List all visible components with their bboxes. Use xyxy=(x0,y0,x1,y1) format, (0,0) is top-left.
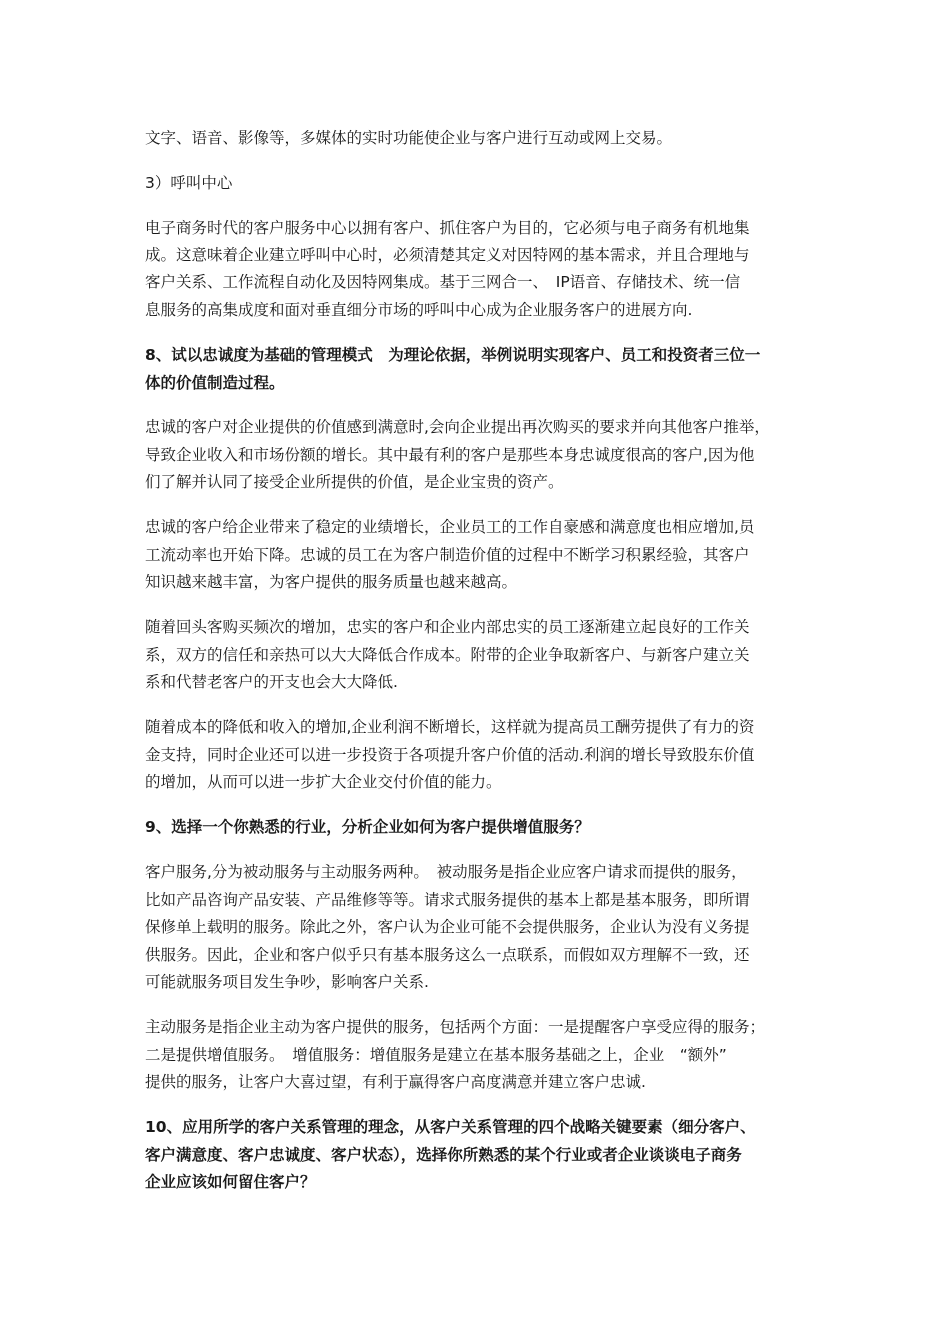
question-heading: 体的价值制造过程。 xyxy=(145,374,285,392)
paragraph-line: 系，双方的信任和亲热可以大大降低合作成本。附带的企业争取新客户、与新客户建立关 xyxy=(145,646,750,664)
paragraph-line: 息服务的高集成度和面对垂直细分市场的呼叫中心成为企业服务客户的进展方向. xyxy=(145,301,693,319)
paragraph-line: 忠诚的客户对企业提供的价值感到满意时,会向企业提出再次购买的要求并向其他客户推举， xyxy=(145,418,770,436)
paragraph-line: 保修单上载明的服务。除此之外，客户认为企业可能不会提供服务，企业认为没有义务提 xyxy=(145,918,750,936)
question-heading: 8、试以忠诚度为基础的管理模式 为理论依据，举例说明实现客户、员工和投资者三位一 xyxy=(145,346,761,364)
paragraph-line: 提供的服务，让客户大喜过望，有利于赢得客户高度满意并建立客户忠诚. xyxy=(145,1073,646,1091)
paragraph-line: 电子商务时代的客户服务中心以拥有客户、抓住客户为目的，它必须与电子商务有机地集 xyxy=(145,219,750,237)
question-heading: 9、选择一个你熟悉的行业，分析企业如何为客户提供增值服务？ xyxy=(145,818,590,836)
paragraph-line: 随着成本的降低和收入的增加,企业利润不断增长，这样就为提高员工酬劳提供了有力的资 xyxy=(145,718,755,736)
paragraph-line: 可能就服务项目发生争吵，影响客户关系. xyxy=(145,973,429,991)
paragraph-line: 文字、语音、影像等，多媒体的实时功能使企业与客户进行互动或网上交易。 xyxy=(145,129,673,147)
question-heading: 客户满意度、客户忠诚度、客户状态），选择你所熟悉的某个行业或者企业谈谈电子商务 xyxy=(145,1146,742,1164)
paragraph-line: 系和代替老客户的开支也会大大降低. xyxy=(145,673,398,691)
paragraph-line: 知识越来越丰富，为客户提供的服务质量也越来越高。 xyxy=(145,573,518,591)
paragraph-line: 金支持，同时企业还可以进一步投资于各项提升客户价值的活动.利润的增长导致股东价值 xyxy=(145,746,755,764)
paragraph-line: 二是提供增值服务。 增值服务：增值服务是建立在基本服务基础之上，企业 “额外” xyxy=(145,1046,727,1064)
paragraph-line: 客户服务,分为被动服务与主动服务两种。 被动服务是指企业应客户请求而提供的服务， xyxy=(145,863,747,881)
section-label: 3）呼叫中心 xyxy=(145,174,233,192)
paragraph-line: 忠诚的客户给企业带来了稳定的业绩增长，企业员工的工作自豪感和满意度也相应增加,员 xyxy=(145,518,755,536)
paragraph-line: 客户关系、工作流程自动化及因特网集成。基于三网合一、 IP语音、存储技术、统一信 xyxy=(145,273,741,291)
paragraph-line: 们了解并认同了接受企业所提供的价值，是企业宝贵的资产。 xyxy=(145,473,564,491)
paragraph-line: 工流动率也开始下降。忠诚的员工在为客户制造价值的过程中不断学习积累经验，其客户 xyxy=(145,546,750,564)
paragraph-line: 的增加，从而可以进一步扩大企业交付价值的能力。 xyxy=(145,773,502,791)
paragraph-line: 主动服务是指企业主动为客户提供的服务，包括两个方面：一是提醒客户享受应得的服务； xyxy=(145,1018,766,1036)
paragraph-line: 随着回头客购买频次的增加，忠实的客户和企业内部忠实的员工逐渐建立起良好的工作关 xyxy=(145,618,750,636)
paragraph-line: 比如产品咨询产品安装、产品维修等等。请求式服务提供的基本上都是基本服务，即所谓 xyxy=(145,891,750,909)
paragraph-line: 成。这意味着企业建立呼叫中心时，必须清楚其定义对因特网的基本需求，并且合理地与 xyxy=(145,246,750,264)
question-heading: 10、应用所学的客户关系管理的理念，从客户关系管理的四个战略关键要素（细分客户、 xyxy=(145,1118,756,1136)
question-heading: 企业应该如何留住客户？ xyxy=(145,1173,316,1191)
paragraph-line: 导致企业收入和市场份额的增长。其中最有利的客户是那些本身忠诚度很高的客户,因为他 xyxy=(145,446,755,464)
paragraph-line: 供服务。因此，企业和客户似乎只有基本服务这么一点联系，而假如双方理解不一致，还 xyxy=(145,946,750,964)
